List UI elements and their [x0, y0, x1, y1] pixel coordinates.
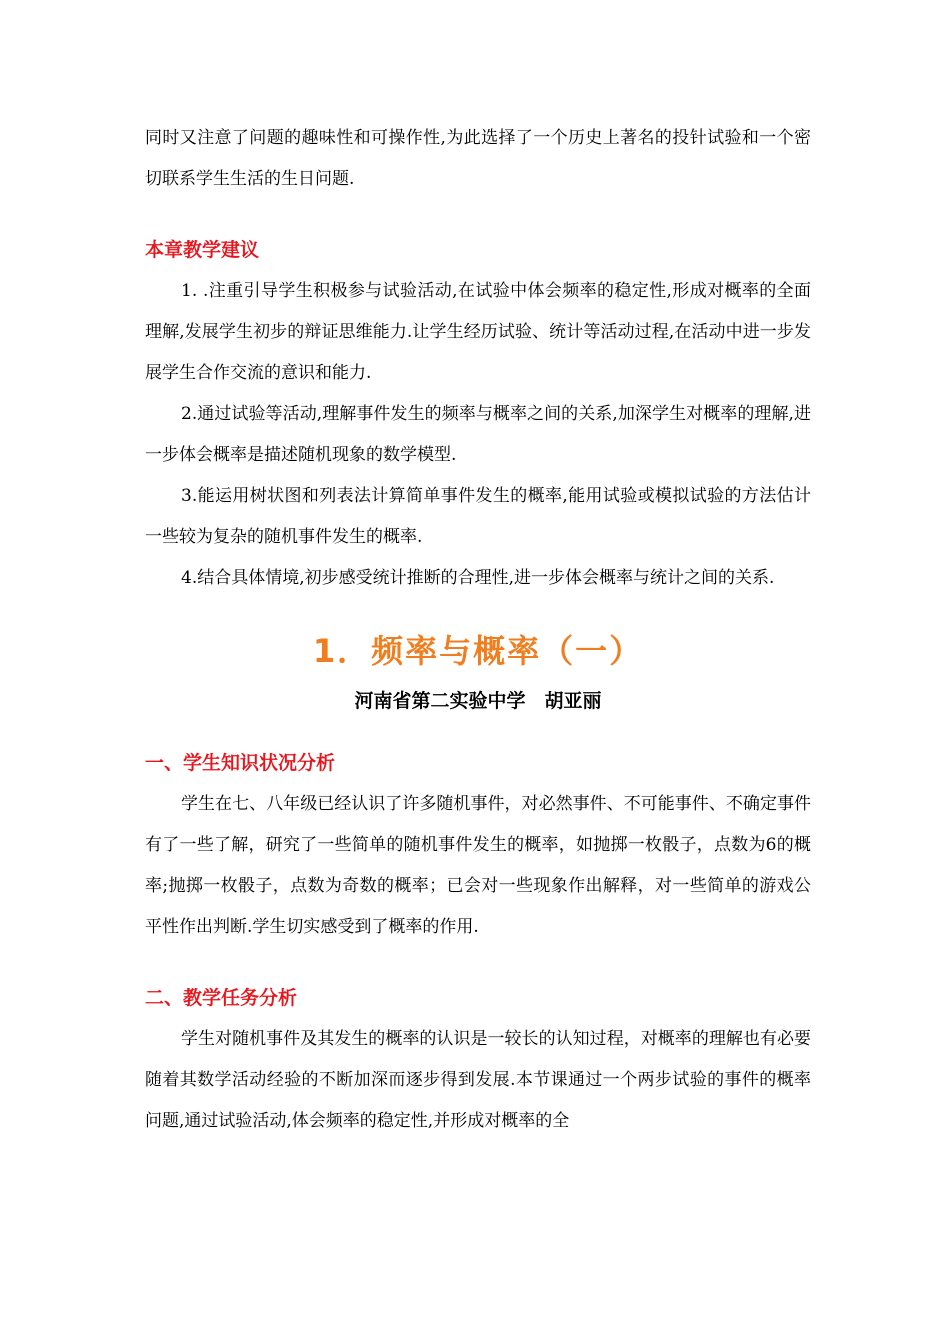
suggestion-item-2: 2.通过试验等活动,理解事件发生的频率与概率之间的关系,加深学生对概率的理解,进一步体会概率是描述随机现象的数学模型. [145, 404, 811, 465]
spacer [145, 948, 811, 978]
suggestion-item-3: 3.能运用树状图和列表法计算简单事件发生的概率,能用试验或模拟试验的方法估计一些较为复杂的随机事件发生的概率. [145, 486, 811, 547]
lesson-title: 1．频率与概率（一） [312, 632, 644, 670]
spacer [145, 599, 811, 621]
section2-paragraph: 学生对随机事件及其发生的概率的认识是一较长的认知过程，对概率的理解也有必要随着其数学活动经验的不断加深而逐步得到发展.本节课通过一个两步试验的事件的概率问题,通过试验活动,体会频率的稳定性,并形成对概率的全 [145, 1029, 811, 1131]
suggestion-item-1: 1. .注重引导学生积极参与试验活动,在试验中体会频率的稳定性,形成对概率的全面理解,发展学生初步的辩证思维能力.让学生经历试验、统计等活动过程,在活动中进一步发展学生合作交流的意识和能力. [145, 281, 811, 383]
section2-heading: 二、教学任务分析 [145, 987, 298, 1009]
suggestions-heading: 本章教学建议 [145, 239, 260, 261]
intro-paragraph: 同时又注意了问题的趣味性和可操作性,为此选择了一个历史上著名的投针试验和一个密切联系学生生活的生日问题. [145, 128, 811, 189]
document-page [145, 118, 811, 1142]
spacer [145, 200, 811, 230]
suggestion-item-4: 4.结合具体情境,初步感受统计推断的合理性,进一步体会概率与统计之间的关系. [181, 568, 775, 588]
spacer [145, 721, 811, 743]
section1-paragraph: 学生在七、八年级已经认识了许多随机事件，对必然事件、不可能事件、不确定事件有了一些了解，研究了一些简单的随机事件发生的概率，如抛掷一枚骰子，点数为6的概率;抛掷一枚骰子，点数为奇数的概率；已会对一些现象作出解释，对一些简单的游戏公平性作出判断.学生切实感受到了概率的作用. [145, 794, 811, 937]
lesson-author: 河南省第二实验中学 胡亚丽 [354, 690, 602, 712]
section1-heading: 一、学生知识状况分析 [145, 752, 336, 774]
